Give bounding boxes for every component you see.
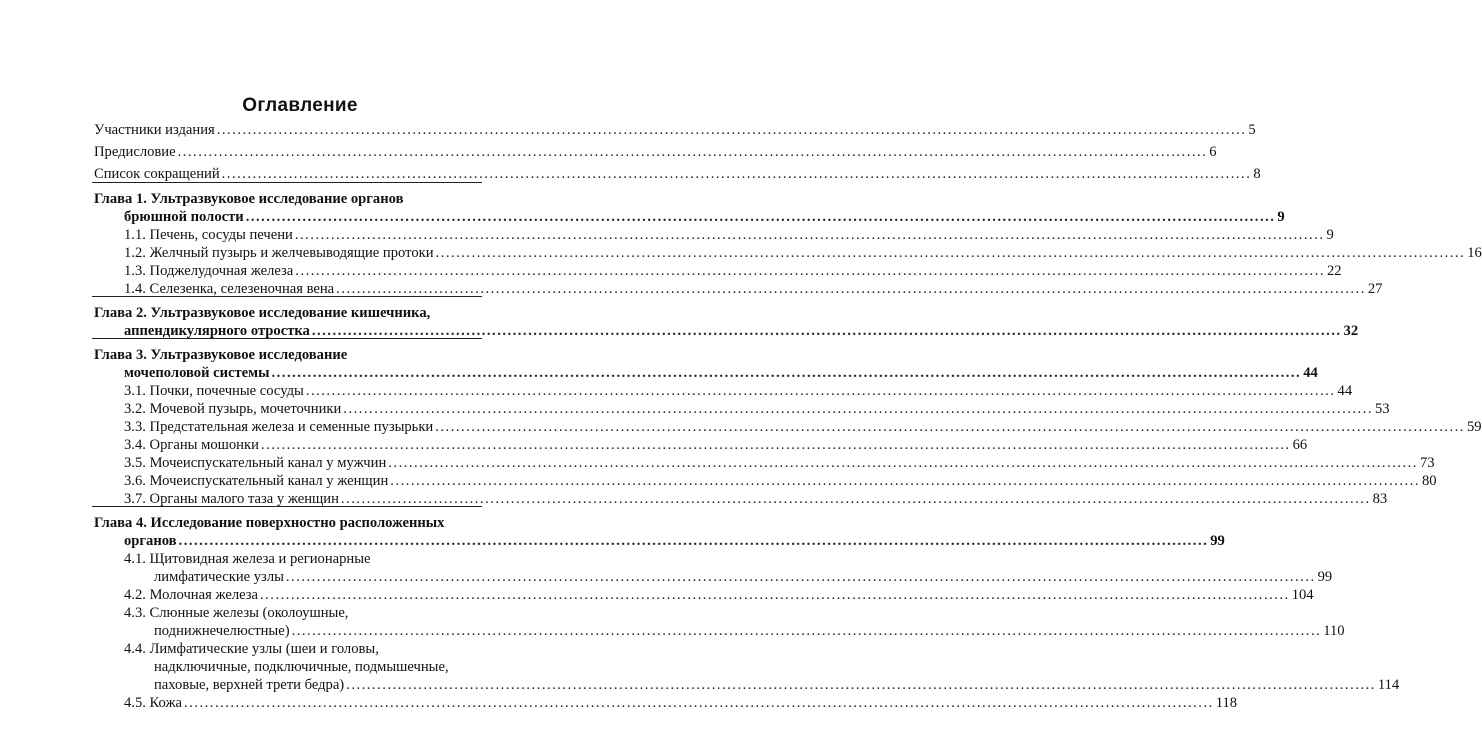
- toc-entry-page-number: 16: [1467, 245, 1482, 261]
- toc-entry-page-number: 99: [1210, 533, 1225, 549]
- toc-entry: [94, 304, 430, 322]
- toc-entry: [154, 568, 1333, 586]
- toc-entry-title: 4.5. Кожа: [124, 695, 183, 711]
- toc-entry: [124, 550, 371, 568]
- toc-entry-page-number: 53: [1374, 401, 1390, 417]
- toc-entry-page-number: 110: [1323, 623, 1345, 639]
- toc-entry-page-number: 32: [1343, 323, 1359, 339]
- toc-entry-title: 3.7. Органы малого таза у женщин: [124, 491, 339, 507]
- toc-entry: [124, 208, 1285, 226]
- toc-entry-title: поднижнечелюстные): [154, 623, 290, 639]
- toc-entry-title: 4.3. Слюнные железы (околоушные,: [124, 605, 349, 621]
- toc-entry-title: 3.2. Мочевой пузырь, мочеточники: [124, 401, 342, 417]
- toc-entry-title: Глава 2. Ультразвуковое исследование кишечника,: [94, 305, 431, 321]
- toc-entry-title: 4.2. Молочная железа: [124, 587, 258, 603]
- toc-entry-page-number: 22: [1326, 263, 1342, 279]
- dot-leader: ........................................................................................................................................................................................................: [216, 122, 1247, 138]
- dot-leader: ........................................................................................................................................................................................................: [260, 587, 1290, 603]
- toc-entry-title: мочеполовой системы: [124, 365, 270, 381]
- toc-entry-title: 1.1. Печень, сосуды печени: [124, 227, 293, 243]
- toc-entry-page-number: 8: [1253, 166, 1261, 182]
- toc-entry: [124, 472, 1437, 490]
- toc-entry-title: 4.4. Лимфатические узлы (шеи и головы,: [124, 641, 379, 657]
- toc-entry: [124, 244, 1482, 262]
- dot-leader: ........................................................................................................................................................................................................: [311, 323, 1342, 339]
- dot-leader: ........................................................................................................................................................................................................: [305, 383, 1336, 399]
- toc-entry: [94, 165, 1261, 183]
- toc-entry: [94, 121, 1256, 139]
- toc-entry-title: брюшной полости: [124, 209, 244, 225]
- dot-leader: ........................................................................................................................................................................................................: [346, 677, 1376, 693]
- dot-leader: ........................................................................................................................................................................................................: [294, 227, 1325, 243]
- toc-entry: [154, 676, 1400, 694]
- toc-entry: [124, 532, 1225, 550]
- toc-entry-page-number: 73: [1419, 455, 1435, 471]
- dot-leader: ........................................................................................................................................................................................................: [245, 209, 1276, 225]
- toc-entry: [124, 694, 1238, 712]
- toc-entry-title: 1.4. Селезенка, селезеночная вена: [124, 281, 335, 297]
- toc-entry-title: надключичные, подключичные, подмышечные,: [154, 659, 449, 675]
- toc-entry: [124, 586, 1314, 604]
- dot-leader: ........................................................................................................................................................................................................: [184, 695, 1214, 711]
- toc-entry-page-number: 44: [1337, 383, 1353, 399]
- toc-entry-title: лимфатические узлы: [154, 569, 284, 585]
- dot-leader: ........................................................................................................................................................................................................: [285, 569, 1316, 585]
- page-title: Оглавление: [242, 95, 358, 116]
- dot-leader: ........................................................................................................................................................................................................: [221, 166, 1252, 182]
- dot-leader: ........................................................................................................................................................................................................: [390, 473, 1420, 489]
- toc-entry-page-number: 27: [1367, 281, 1383, 297]
- toc-entry-title: паховые, верхней трети бедра): [154, 677, 345, 693]
- dot-leader: ........................................................................................................................................................................................................: [336, 281, 1366, 297]
- toc-entry: [94, 190, 403, 208]
- dot-leader: ........................................................................................................................................................................................................: [177, 144, 1208, 160]
- dot-leader: ........................................................................................................................................................................................................: [343, 401, 1373, 417]
- toc-entry-page-number: 9: [1326, 227, 1334, 243]
- toc-entry-page-number: 118: [1215, 695, 1238, 711]
- toc-entry-title: 3.1. Почки, почечные сосуды: [124, 383, 304, 399]
- toc-entry: [124, 640, 379, 658]
- toc-entry-page-number: 83: [1372, 491, 1388, 507]
- toc-entry: [124, 262, 1342, 280]
- toc-entry-title: 1.3. Поджелудочная железа: [124, 263, 294, 279]
- toc-entry-title: Предисловие: [94, 144, 176, 160]
- toc-entry: [154, 622, 1345, 640]
- toc-entry-page-number: 114: [1377, 677, 1400, 693]
- toc-entry-title: 3.4. Органы мошонки: [124, 437, 259, 453]
- toc-entry-page-number: 99: [1317, 569, 1333, 585]
- section-divider: [92, 296, 482, 297]
- toc-entry-title: 3.3. Предстательная железа и семенные пузырьки: [124, 419, 434, 435]
- toc-entry: [124, 436, 1308, 454]
- toc-entry: [124, 418, 1482, 436]
- section-divider: [92, 506, 482, 507]
- toc-entry: [94, 514, 444, 532]
- toc-entry: [94, 346, 347, 364]
- toc-entry-page-number: 44: [1303, 365, 1318, 381]
- toc-entry-page-number: 80: [1421, 473, 1437, 489]
- section-divider: [92, 182, 482, 183]
- toc-entry-page-number: 104: [1291, 587, 1314, 603]
- section-divider: [92, 338, 482, 339]
- toc-entry: [124, 364, 1318, 382]
- toc-entry-title: 3.6. Мочеиспускательный канал у женщин: [124, 473, 389, 489]
- dot-leader: ........................................................................................................................................................................................................: [260, 437, 1291, 453]
- toc-entry-page-number: 59: [1466, 419, 1482, 435]
- toc-entry: [124, 454, 1435, 472]
- dot-leader: ........................................................................................................................................................................................................: [435, 245, 1466, 261]
- toc-entry-title: аппендикулярного отростка: [124, 323, 310, 339]
- toc-entry-title: 1.2. Желчный пузырь и желчевыводящие протоки: [124, 245, 434, 261]
- toc-entry-title: Участники издания: [94, 122, 215, 138]
- toc-entry: [124, 382, 1353, 400]
- toc-entry-title: Глава 4. Исследование поверхностно расположенных: [94, 515, 445, 531]
- dot-leader: ........................................................................................................................................................................................................: [340, 491, 1371, 507]
- dot-leader: ........................................................................................................................................................................................................: [178, 533, 1209, 549]
- toc-entry-page-number: 9: [1277, 209, 1285, 225]
- toc-entry: [94, 143, 1217, 161]
- toc-entry-title: 3.5. Мочеиспускательный канал у мужчин: [124, 455, 387, 471]
- dot-leader: ........................................................................................................................................................................................................: [295, 263, 1325, 279]
- dot-leader: ........................................................................................................................................................................................................: [291, 623, 1322, 639]
- toc-entry-page-number: 5: [1248, 122, 1256, 138]
- toc-entry: [154, 658, 449, 676]
- toc-entry: [124, 604, 348, 622]
- toc-entry: [124, 226, 1334, 244]
- toc-entry-title: 4.1. Щитовидная железа и регионарные: [124, 551, 371, 567]
- toc-entry-title: органов: [124, 533, 177, 549]
- toc-entry-title: Глава 1. Ультразвуковое исследование органов: [94, 191, 404, 207]
- toc-entry-page-number: 6: [1209, 144, 1217, 160]
- toc-entry: [124, 400, 1390, 418]
- dot-leader: ........................................................................................................................................................................................................: [435, 419, 1465, 435]
- toc-entry-title: Глава 3. Ультразвуковое исследование: [94, 347, 348, 363]
- dot-leader: ........................................................................................................................................................................................................: [388, 455, 1418, 471]
- toc-entry-title: Список сокращений: [94, 166, 220, 182]
- dot-leader: ........................................................................................................................................................................................................: [271, 365, 1302, 381]
- toc-entry-page-number: 66: [1292, 437, 1308, 453]
